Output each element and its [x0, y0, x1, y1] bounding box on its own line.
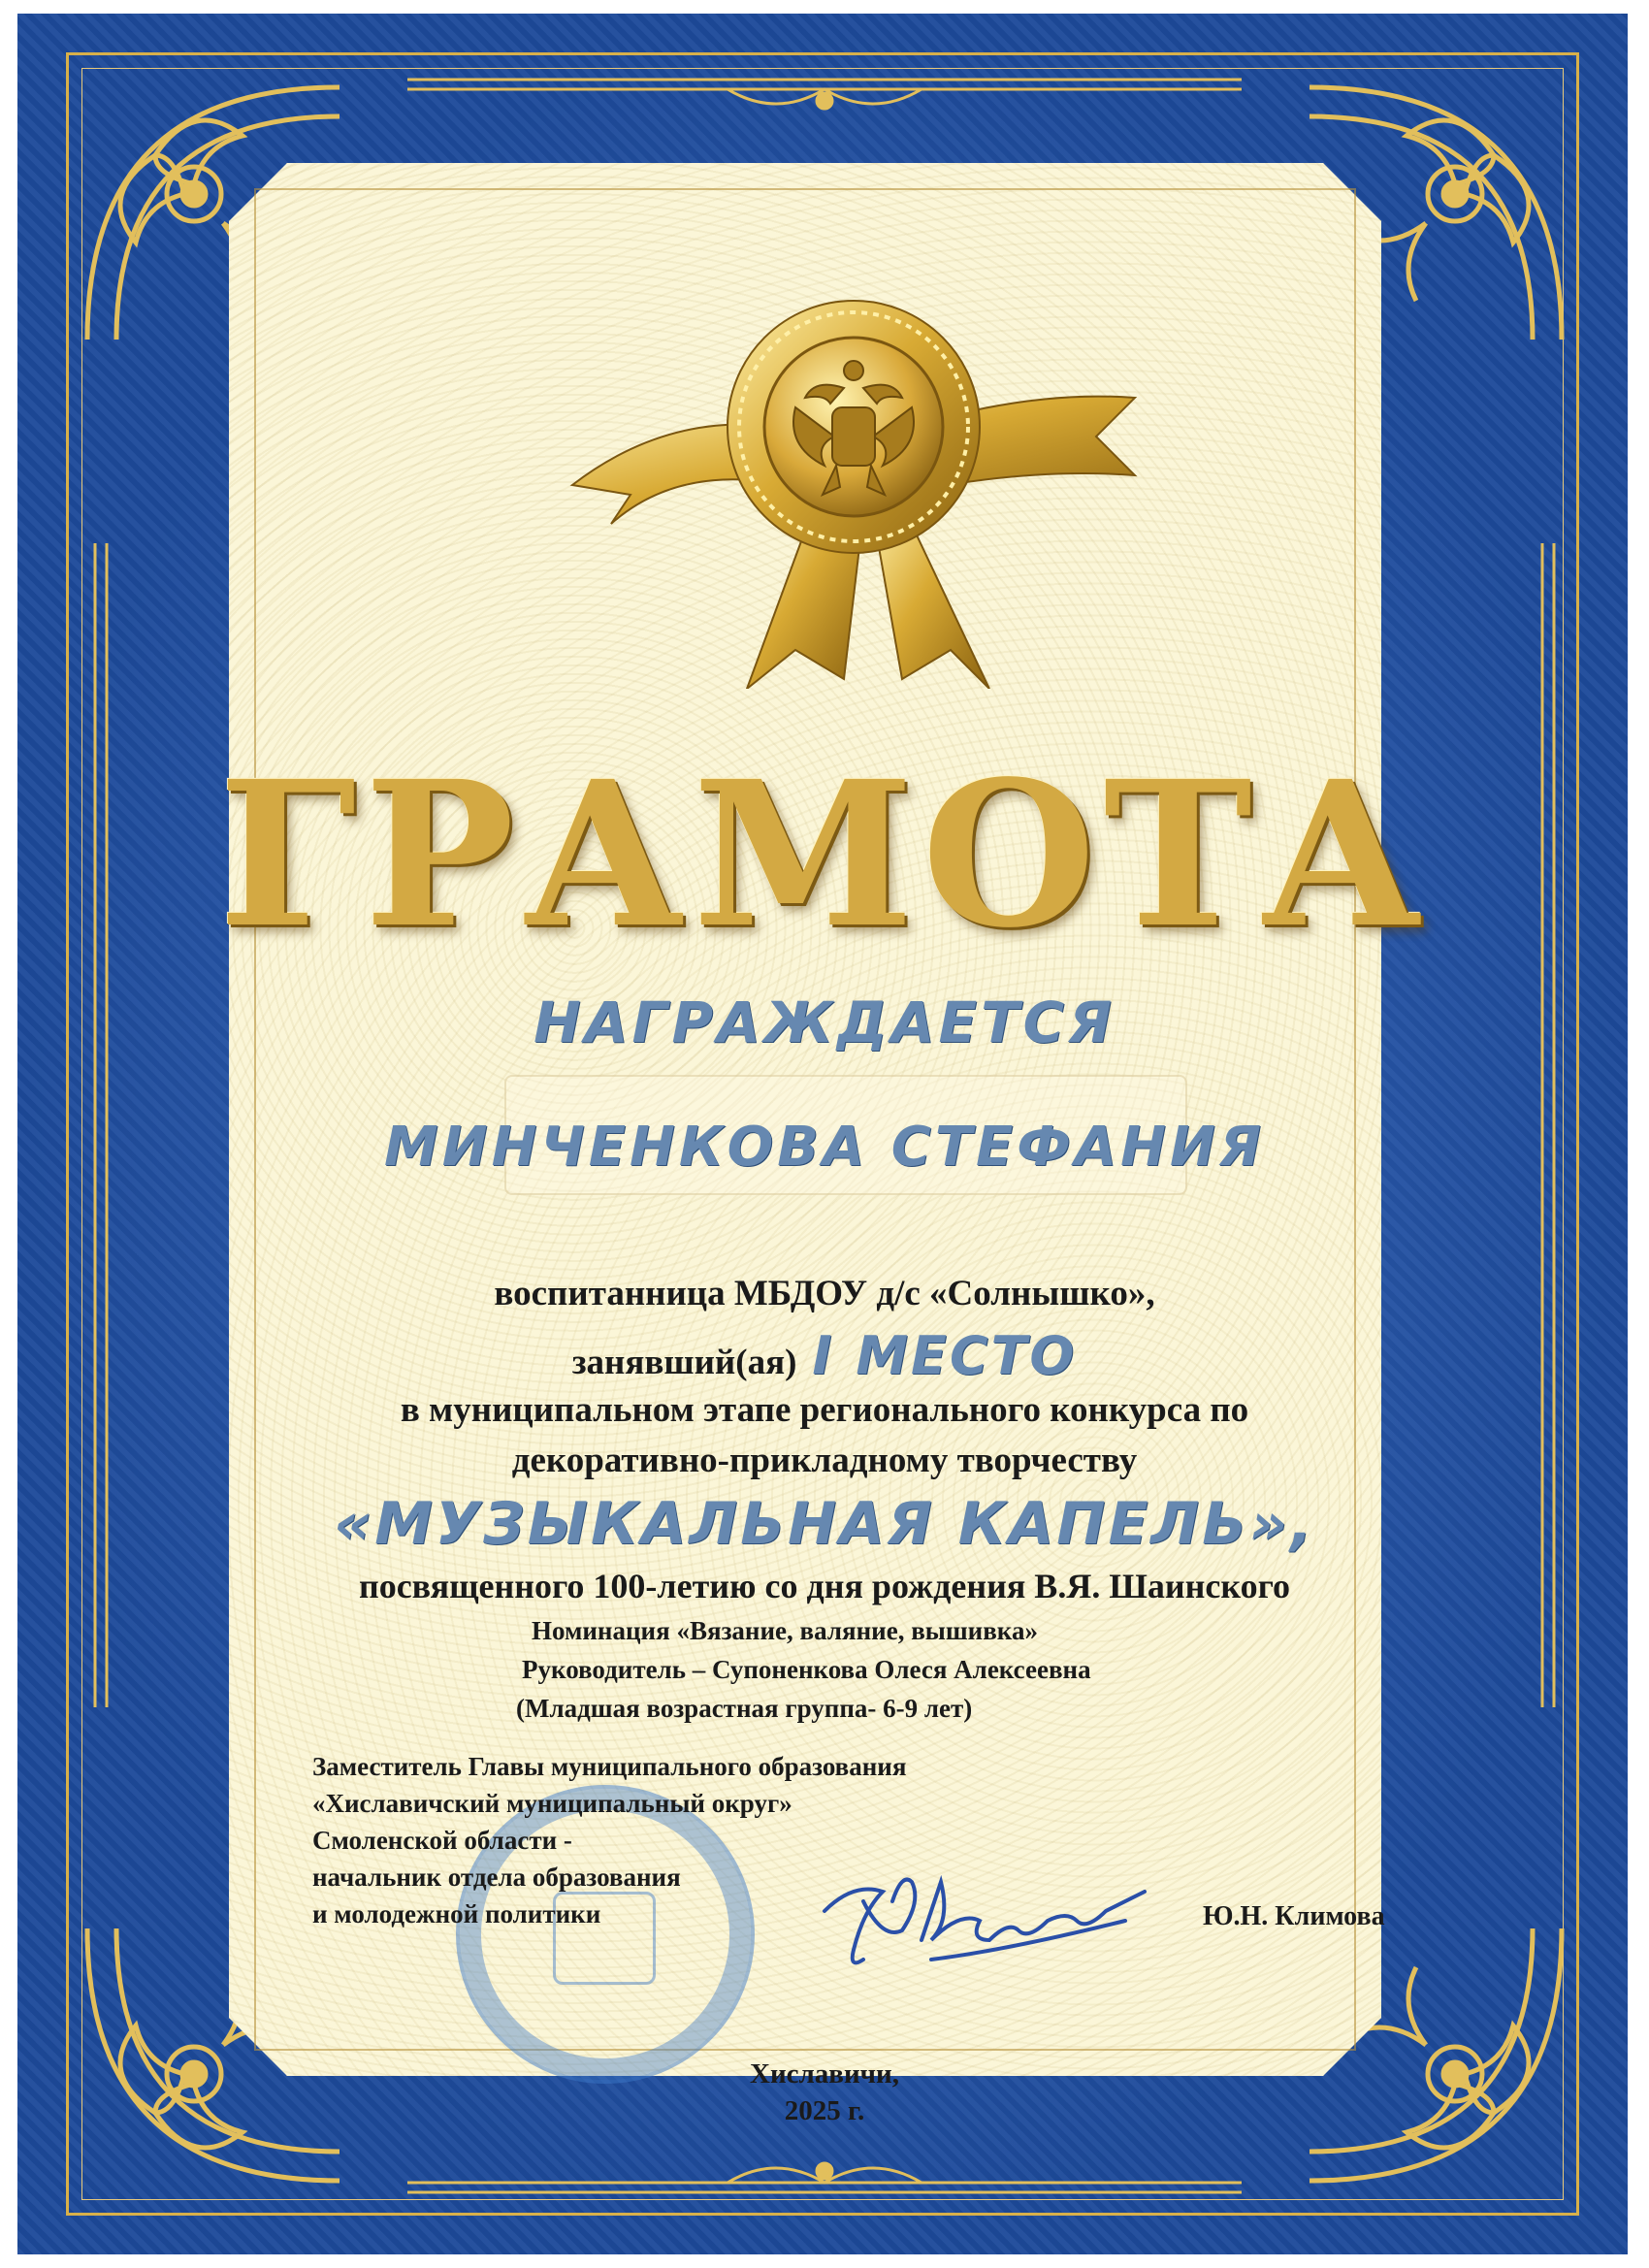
signatory-name: Ю.Н. Климова	[1203, 1901, 1385, 1931]
issue-city: Хиславичи,	[750, 2058, 899, 2090]
handwritten-signature	[815, 1863, 1164, 1979]
place-prefix: занявший(ая)	[571, 1343, 797, 1382]
signatory-line: Смоленской области -	[312, 1826, 572, 1855]
age-group: (Младшая возрастная группа- 6-9 лет)	[516, 1694, 973, 1723]
place-value: I МЕСТО	[812, 1325, 1078, 1386]
signatory-line: начальник отдела образования	[312, 1863, 681, 1892]
signatory-line: «Хиславичский муниципальный округ»	[312, 1789, 792, 1818]
bottom-border-ornament	[407, 2144, 1242, 2212]
supervisor: Руководитель – Супоненкова Олеся Алексеевна	[522, 1655, 1091, 1684]
place-line	[0, 1325, 1649, 1386]
issue-year: 2025 г.	[784, 2095, 865, 2126]
awarded-label: НАГРАЖДАЕТСЯ	[534, 989, 1116, 1055]
top-border-ornament	[407, 60, 1242, 128]
dedication-line: посвященного 100-летию со дня рождения В.Я. Шаинского	[358, 1567, 1291, 1605]
signatory-line: и молодежной политики	[312, 1899, 601, 1928]
certificate-title: ГРАМОТА	[218, 737, 1431, 972]
signatory-line: Заместитель Главы муниципального образования	[312, 1752, 907, 1781]
gold-medal-emblem	[553, 281, 1154, 689]
contest-description-line1: в муниципальном этапе регионального конкурса по	[400, 1390, 1249, 1430]
recipient-name: МИНЧЕНКОВА СТЕФАНИЯ	[383, 1116, 1265, 1179]
contest-description-line2: декоративно-прикладному творчеству	[511, 1441, 1138, 1480]
recipient-institution: воспитанница МБДОУ д/с «Солнышко»,	[494, 1274, 1155, 1313]
nomination: Номинация «Вязание, валяние, вышивка»	[532, 1616, 1038, 1645]
contest-name: «МУЗЫКАЛЬНАЯ КАПЕЛЬ»,	[334, 1490, 1315, 1558]
